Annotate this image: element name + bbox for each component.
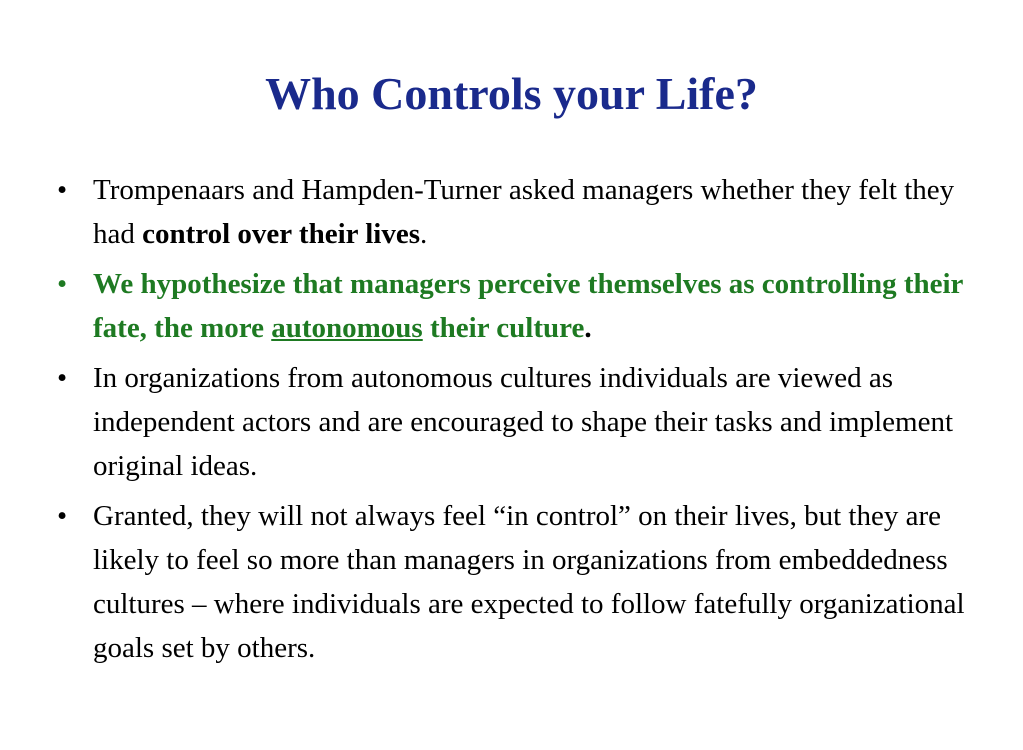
bullet-underlined-word: autonomous [271, 312, 423, 344]
bullet-item-autonomous [55, 356, 970, 488]
bullet-text: Granted, they will not always feel “in control” on their lives, but they are likely to feel so more than managers in organizations from embeddedness cultures – where individuals are expected to follow fatefully organizational goals set by others. [93, 500, 965, 664]
bullet-text-mid: their culture [422, 312, 585, 344]
bullet-text: We hypothesize that managers perceive themselves as controlling their fate, the more [93, 268, 963, 344]
bullet-dot-icon: • [57, 500, 68, 532]
slide-title: Who Controls your Life? [265, 68, 758, 119]
bullet-bold-phrase: control over their lives [142, 218, 420, 250]
bullet-text-end: . [584, 312, 592, 344]
bullet-item-embeddedness [55, 494, 970, 670]
bullet-item-survey [55, 168, 970, 256]
bullet-item-hypothesis [55, 262, 970, 350]
bullet-text-end: . [420, 218, 428, 250]
bullet-text: Trompenaars and Hampden-Turner asked managers whether they felt they had [93, 174, 955, 250]
bullet-dot-icon: • [57, 174, 68, 206]
bullet-dot-icon: • [57, 268, 68, 300]
bullet-dot-icon: • [57, 362, 68, 394]
bullet-text: In organizations from autonomous cultures individuals are viewed as independent actors and are encouraged to shape their tasks and implement original ideas. [93, 362, 954, 482]
bullet-list [55, 168, 970, 676]
